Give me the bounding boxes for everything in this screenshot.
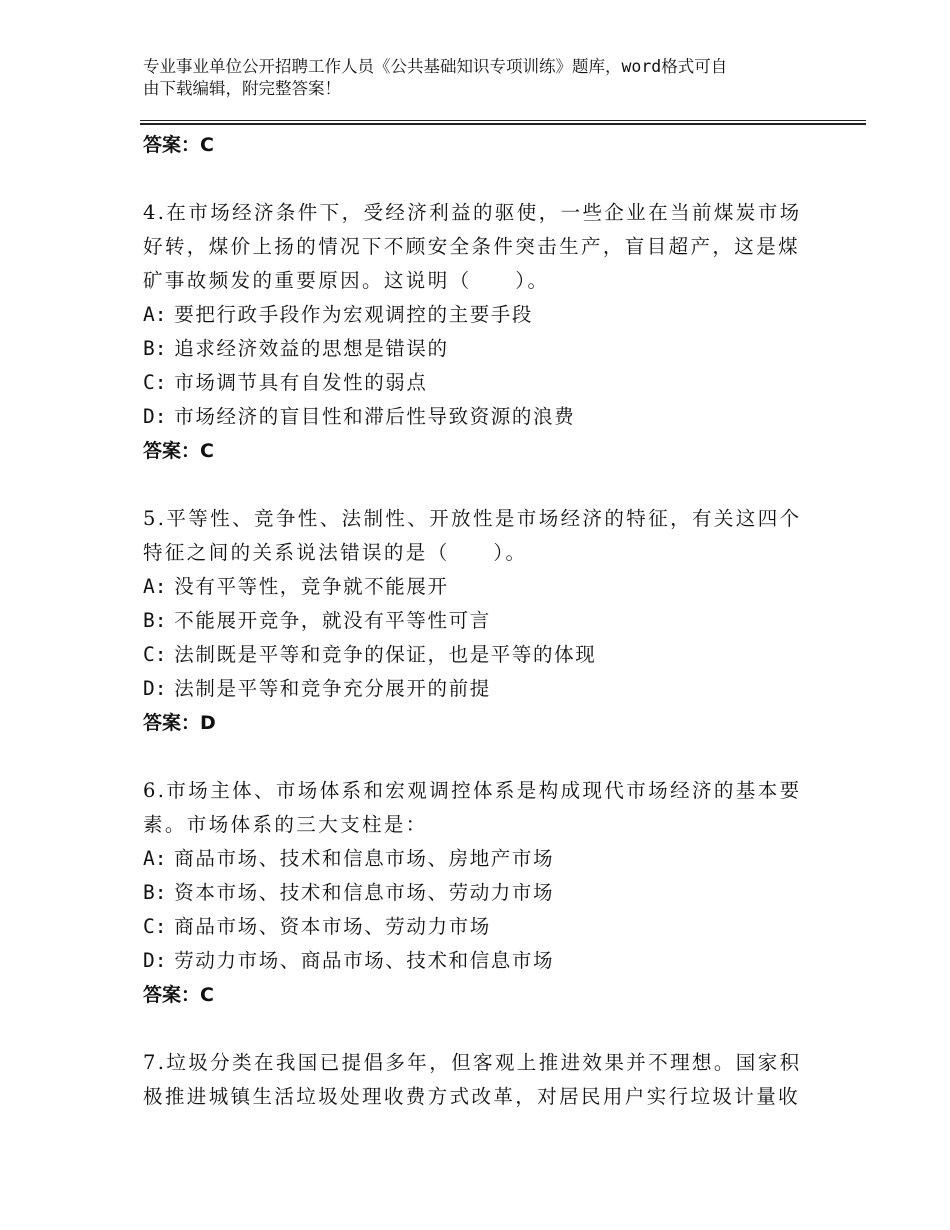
option-b [143, 332, 803, 366]
option-letter: D: [143, 949, 167, 972]
header-line-1: 专业事业单位公开招聘工作人员《公共基础知识专项训练》题库，word格式可自 [143, 57, 728, 76]
option-d [143, 672, 803, 706]
question-6 [143, 774, 803, 1012]
question-list [143, 128, 803, 1114]
option-b [143, 604, 803, 638]
option-text: 不能展开竞争，就没有平等性可言 [174, 609, 491, 632]
option-d [143, 400, 803, 434]
answer-label: 答案：C [143, 440, 214, 462]
option-letter: C: [143, 643, 167, 666]
option-letter: B: [143, 881, 167, 904]
question-stem: 5.平等性、竞争性、法制性、开放性是市场经济的特征，有关这四个特征之间的关系说法错误的是（ ）。 [143, 507, 802, 564]
option-letter: A: [143, 575, 167, 598]
option-letter: B: [143, 609, 167, 632]
question-7 [143, 1046, 803, 1114]
option-c [143, 366, 803, 400]
header-line-2: 由下载编辑，附完整答案！ [143, 79, 341, 98]
option-a [143, 570, 803, 604]
header-rule-thin [140, 120, 866, 121]
answer-label: 答案：D [143, 712, 216, 734]
page-header [143, 56, 813, 100]
option-text: 法制是平等和竞争充分展开的前提 [174, 677, 491, 700]
option-letter: D: [143, 405, 167, 428]
answer-label: 答案：C [143, 134, 214, 156]
question-stem: 7.垃圾分类在我国已提倡多年，但客观上推进效果并不理想。国家积极推进城镇生活垃圾处理收费方式改革，对居民用户实行垃圾计量收 [143, 1051, 802, 1108]
header-rule-thick [140, 123, 866, 125]
option-text: 商品市场、技术和信息市场、房地产市场 [174, 847, 555, 870]
answer-label: 答案：C [143, 984, 214, 1006]
option-text: 追求经济效益的思想是错误的 [174, 337, 449, 360]
option-letter: A: [143, 303, 167, 326]
option-text: 没有平等性，竞争就不能展开 [174, 575, 449, 598]
option-text: 资本市场、技术和信息市场、劳动力市场 [174, 881, 555, 904]
option-letter: A: [143, 847, 167, 870]
option-c [143, 638, 803, 672]
option-text: 市场经济的盲目性和滞后性导致资源的浪费 [174, 405, 576, 428]
question-stem: 6.市场主体、市场体系和宏观调控体系是构成现代市场经济的基本要素。市场体系的三大支柱是： [143, 779, 802, 836]
option-letter: D: [143, 677, 167, 700]
option-a [143, 298, 803, 332]
option-text: 商品市场、资本市场、劳动力市场 [174, 915, 491, 938]
option-letter: C: [143, 915, 167, 938]
question-stem: 4.在市场经济条件下，受经济利益的驱使，一些企业在当前煤炭市场好转，煤价上扬的情况下不顾安全条件突击生产，盲目超产，这是煤矿事故频发的重要原因。这说明（ ）。 [143, 201, 802, 292]
question-4 [143, 196, 803, 468]
option-c [143, 910, 803, 944]
option-d [143, 944, 803, 978]
question-5 [143, 502, 803, 740]
option-letter: C: [143, 371, 167, 394]
option-a [143, 842, 803, 876]
option-text: 要把行政手段作为宏观调控的主要手段 [174, 303, 533, 326]
option-text: 法制既是平等和竞争的保证，也是平等的体现 [174, 643, 597, 666]
option-letter: B: [143, 337, 167, 360]
option-text: 市场调节具有自发性的弱点 [174, 371, 428, 394]
option-b [143, 876, 803, 910]
option-text: 劳动力市场、商品市场、技术和信息市场 [174, 949, 555, 972]
